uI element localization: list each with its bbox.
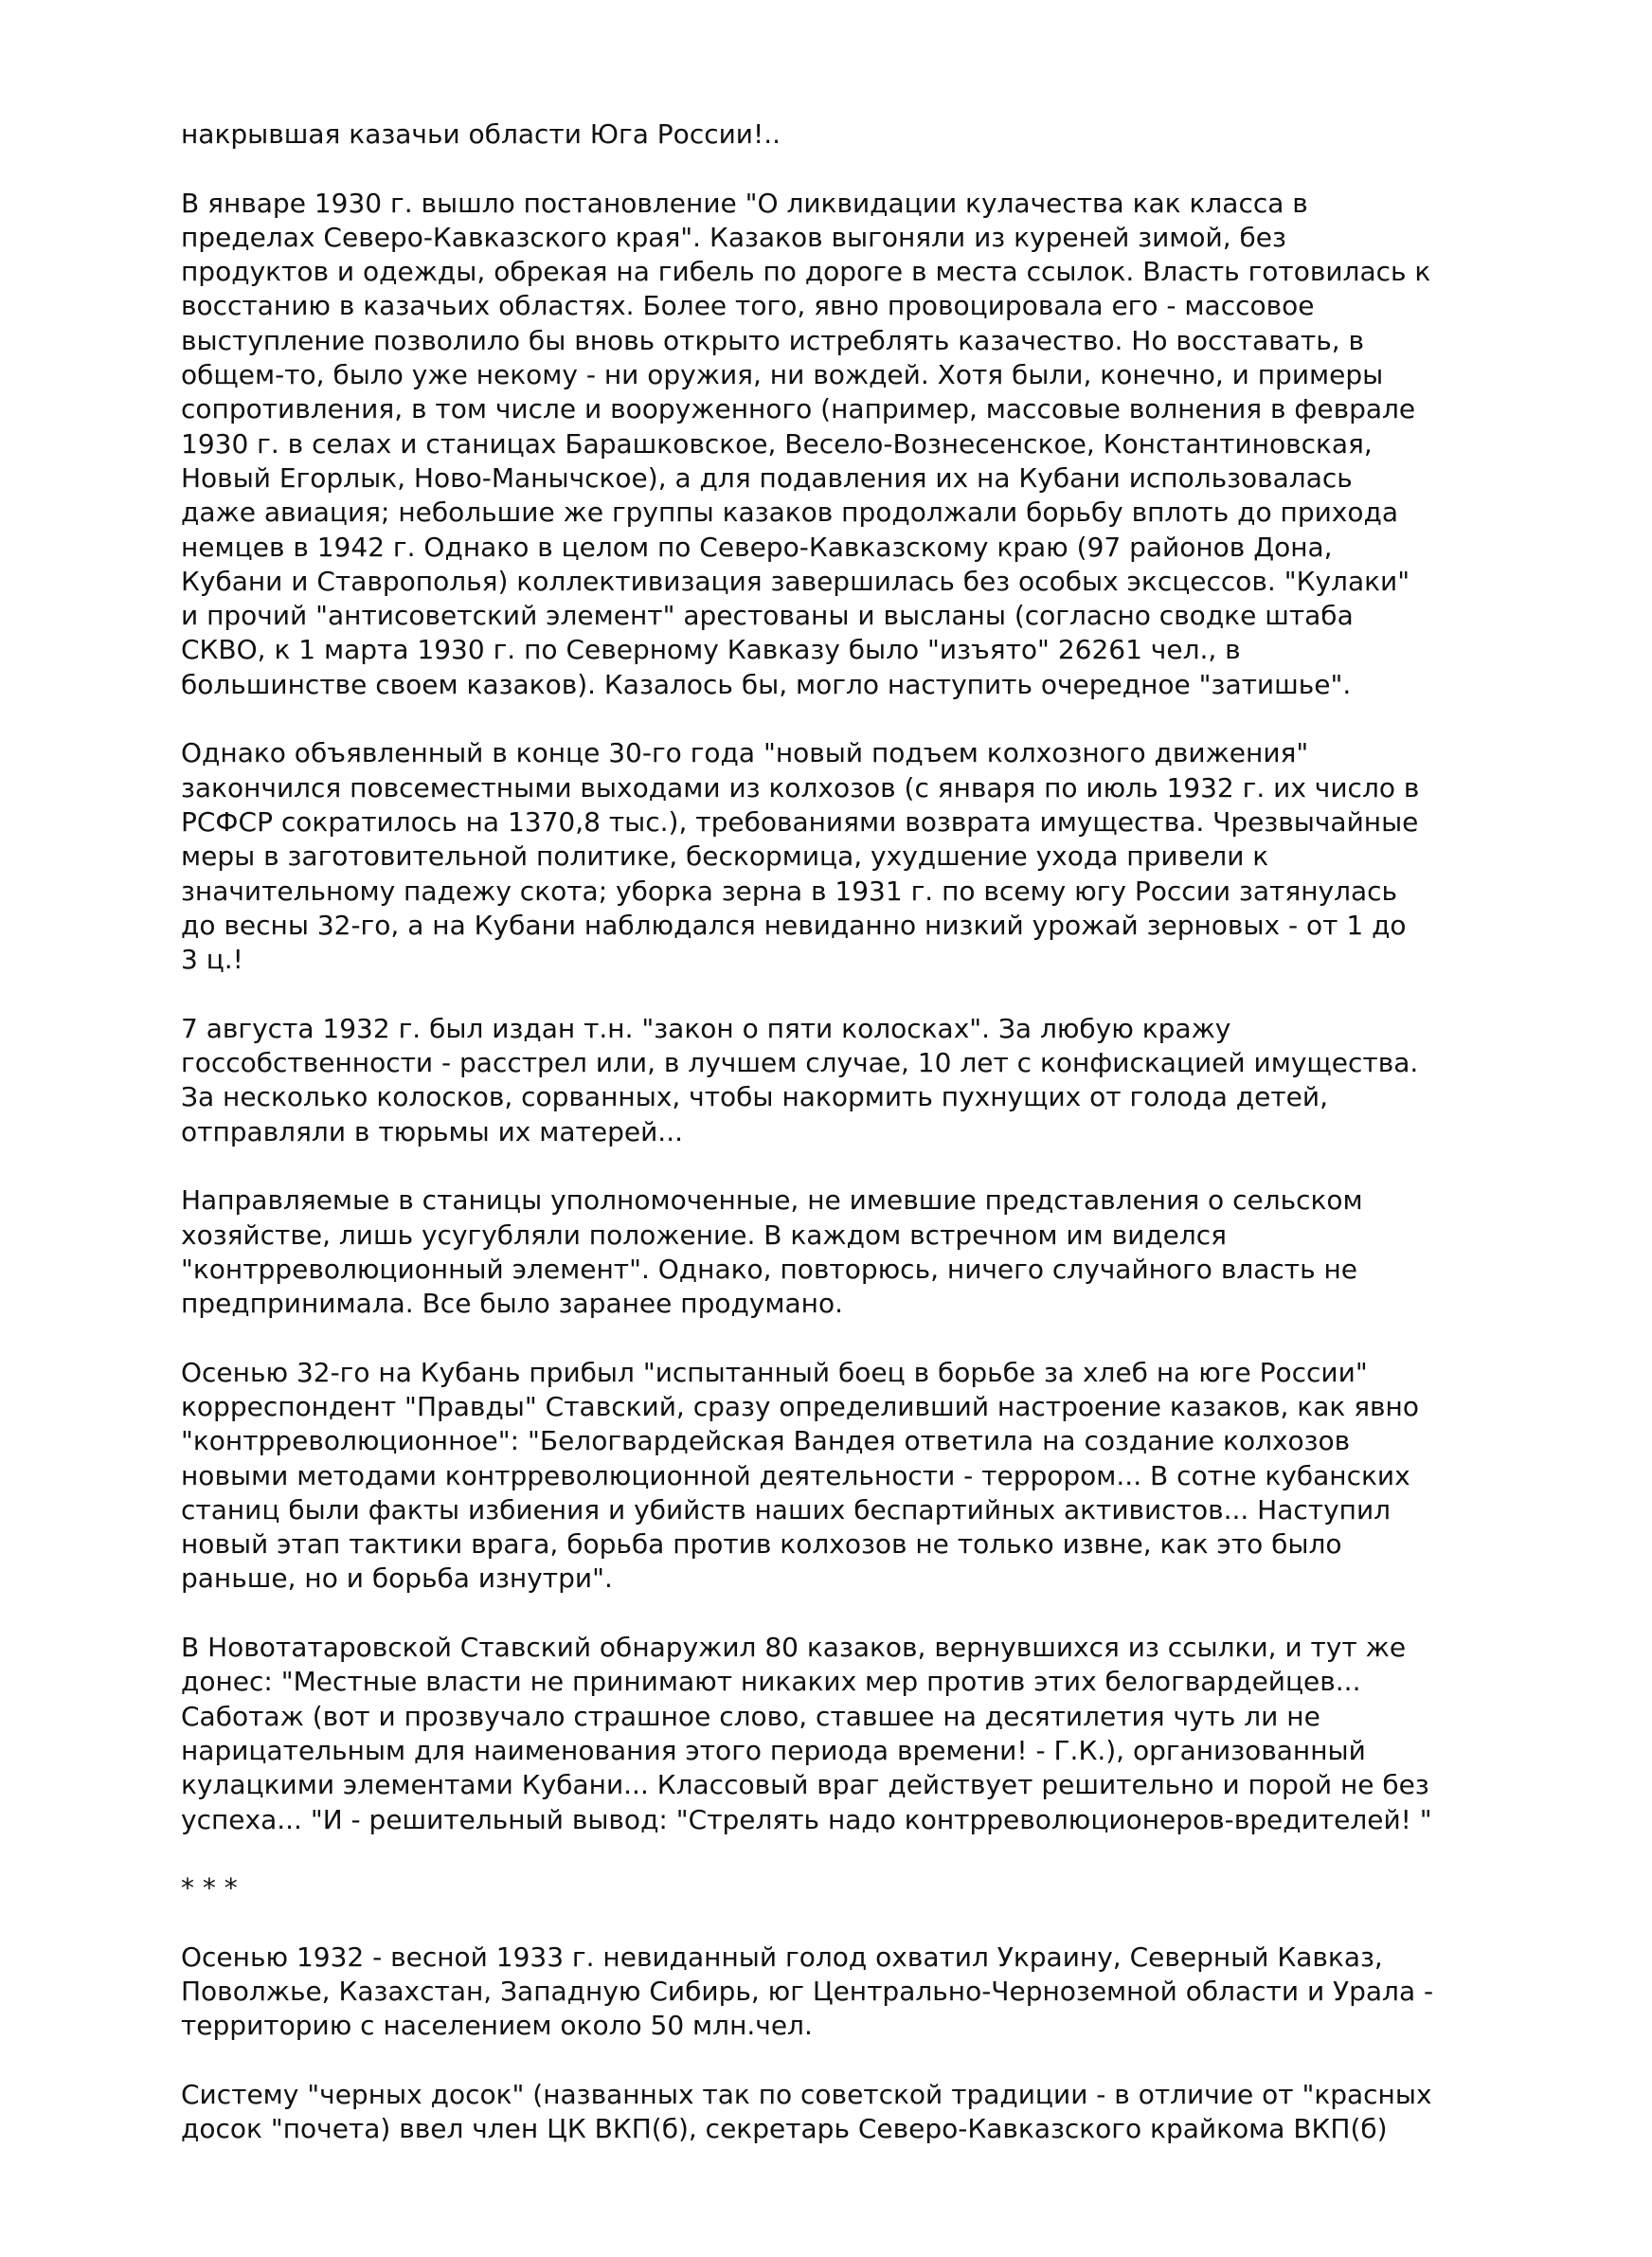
text-line: продуктов и одежды, обрекая на гибель по дороге в места ссылок. Власть готовилась к (181, 256, 1431, 288)
text-line: хозяйстве, лишь усугубляли положение. В каждом встречном им виделся (181, 1219, 1228, 1251)
text-line: "контрреволюционное": "Белогвардейская Вандея ответила на создание колхозов (181, 1425, 1351, 1457)
text-line: даже авиация; небольшие же группы казаков продолжали борьбу вплоть до прихода (181, 497, 1399, 529)
text-line: немцев в 1942 г. Однако в целом по Северо-Кавказскому краю (97 районов Дона, (181, 531, 1333, 563)
text-line: За несколько колосков, сорванных, чтобы накормить пухнущих от голода детей, (181, 1081, 1328, 1113)
text-line: восстанию в казачьих областях. Более того, явно провоцировала его - массовое (181, 290, 1315, 322)
text-line: накрывшая казачьи области Юга России!.. (181, 118, 781, 150)
text-line: новыми методами контрреволюционной деятельности - террором... В сотне кубанских (181, 1459, 1410, 1491)
text-line: и прочий "антисоветский элемент" арестованы и высланы (согласно сводке штаба (181, 600, 1354, 632)
text-line: 1930 г. в селах и станицах Барашковское, Весело-Вознесенское, Константиновская, (181, 427, 1373, 460)
text-line: станиц были факты избиения и убийств наших беспартийных активистов... Наступил (181, 1493, 1392, 1526)
text-line: выступление позволило бы вновь открыто истреблять казачество. Но восставать, в (181, 324, 1365, 356)
text-line: В январе 1930 г. вышло постановление "О ликвидации кулачества как класса в (181, 187, 1308, 219)
paragraph (181, 736, 1488, 977)
text-line: Однако объявленный в конце 30-го года "новый подъем колхозного движения" (181, 737, 1309, 769)
paragraph (181, 187, 1488, 702)
text-line: досок "почета) ввел член ЦК ВКП(б), секретарь Северо-Кавказского крайкома ВКП(б) (181, 2113, 1388, 2145)
text-line: донес: "Местные власти не принимают никаких мер против этих белогвардейцев... (181, 1666, 1361, 1698)
text-line: госсобственности - расстрел или, в лучшем случае, 10 лет с конфискацией имущества. (181, 1047, 1419, 1079)
text-line: территорию с населением около 50 млн.чел. (181, 2010, 813, 2042)
document-body (181, 117, 1488, 2181)
text-line: Осенью 32-го на Кубань прибыл "испытанный боец в борьбе за хлеб на юге России" (181, 1356, 1368, 1388)
text-line: общем-то, было уже некому - ни оружия, ни вождей. Хотя были, конечно, и примеры (181, 359, 1384, 391)
text-line: В Новотатаровской Ставский обнаружил 80 казаков, вернувшихся из ссылки, и тут же (181, 1632, 1407, 1664)
text-line: Саботаж (вот и прозвучало страшное слово, ставшее на десятилетия чуть ли не (181, 1700, 1320, 1732)
text-line: 3 ц.! (181, 944, 243, 976)
text-line: успеха... "И - решительный вывод: "Стрелять надо контрреволюционеров-вредителей! " (181, 1803, 1432, 1835)
text-line: "контрреволюционный элемент". Однако, повторюсь, ничего случайного власть не (181, 1253, 1358, 1285)
text-line: значительному падежу скота; уборка зерна в 1931 г. по всему югу России затянулась (181, 875, 1398, 907)
text-line: кулацкими элементами Кубани... Классовый враг действует решительно и порой не без (181, 1769, 1429, 1801)
text-line: Осенью 1932 - весной 1933 г. невиданный голод охватил Украину, Северный Кавказ, (181, 1941, 1383, 1973)
text-line: корреспондент "Правды" Ставский, сразу определивший настроение казаков, как явно (181, 1390, 1419, 1422)
text-line: отправляли в тюрьмы их матерей... (181, 1115, 683, 1147)
paragraph (181, 1356, 1488, 1597)
text-line: пределах Северо-Кавказского края". Казаков выгоняли из куреней зимой, без (181, 221, 1286, 253)
text-line: нарицательным для наименования этого периода времени! - Г.К.), организованный (181, 1734, 1366, 1766)
paragraph (181, 1183, 1488, 1321)
text-line: раньше, но и борьба изнутри". (181, 1562, 613, 1595)
text-line: Направляемые в станицы уполномоченные, не имевшие представления о сельском (181, 1184, 1363, 1217)
text-line: закончился повсеместными выходами из колхозов (с января по июль 1932 г. их число в (181, 771, 1420, 803)
paragraph (181, 1631, 1488, 1837)
section-separator: * * * (181, 1872, 238, 1905)
paragraph (181, 1941, 1488, 2044)
text-line: 7 августа 1932 г. был издан т.н. "закон о пяти колосках". За любую кражу (181, 1012, 1231, 1044)
paragraph (181, 2078, 1488, 2147)
text-line: РСФСР сократилось на 1370,8 тыс.), требованиями возврата имущества. Чрезвычайные (181, 805, 1419, 838)
text-line: меры в заготовительной политике, бескормица, ухудшение ухода привели к (181, 840, 1269, 873)
text-line: Кубани и Ставрополья) коллективизация завершилась без особых эксцессов. "Кулаки" (181, 565, 1410, 597)
text-line: предпринимала. Все было заранее продумано. (181, 1288, 844, 1320)
paragraph (181, 1012, 1488, 1149)
text-line: сопротивления, в том числе и вооруженного (например, массовые волнения в феврале (181, 393, 1416, 425)
text-line: СКВО, к 1 марта 1930 г. по Северному Кавказу было "изъято" 26261 чел., в (181, 634, 1241, 666)
text-line: Поволжье, Казахстан, Западную Сибирь, юг Центрально-Черноземной области и Урала - (181, 1976, 1434, 2008)
text-line: до весны 32-го, а на Кубани наблюдался невиданно низкий урожай зерновых - от 1 до (181, 909, 1407, 941)
text-line: новый этап тактики врага, борьба против колхозов не только извне, как это было (181, 1528, 1342, 1561)
text-line: Новый Егорлык, Ново-Манычское), а для подавления их на Кубани использовалась (181, 461, 1353, 494)
paragraph (181, 117, 1488, 152)
text-line: большинстве своем казаков). Казалось бы, могло наступить очередное "затишье". (181, 668, 1352, 700)
text-line: Систему "черных досок" (названных так по советской традиции - в отличие от "красных (181, 2078, 1432, 2110)
